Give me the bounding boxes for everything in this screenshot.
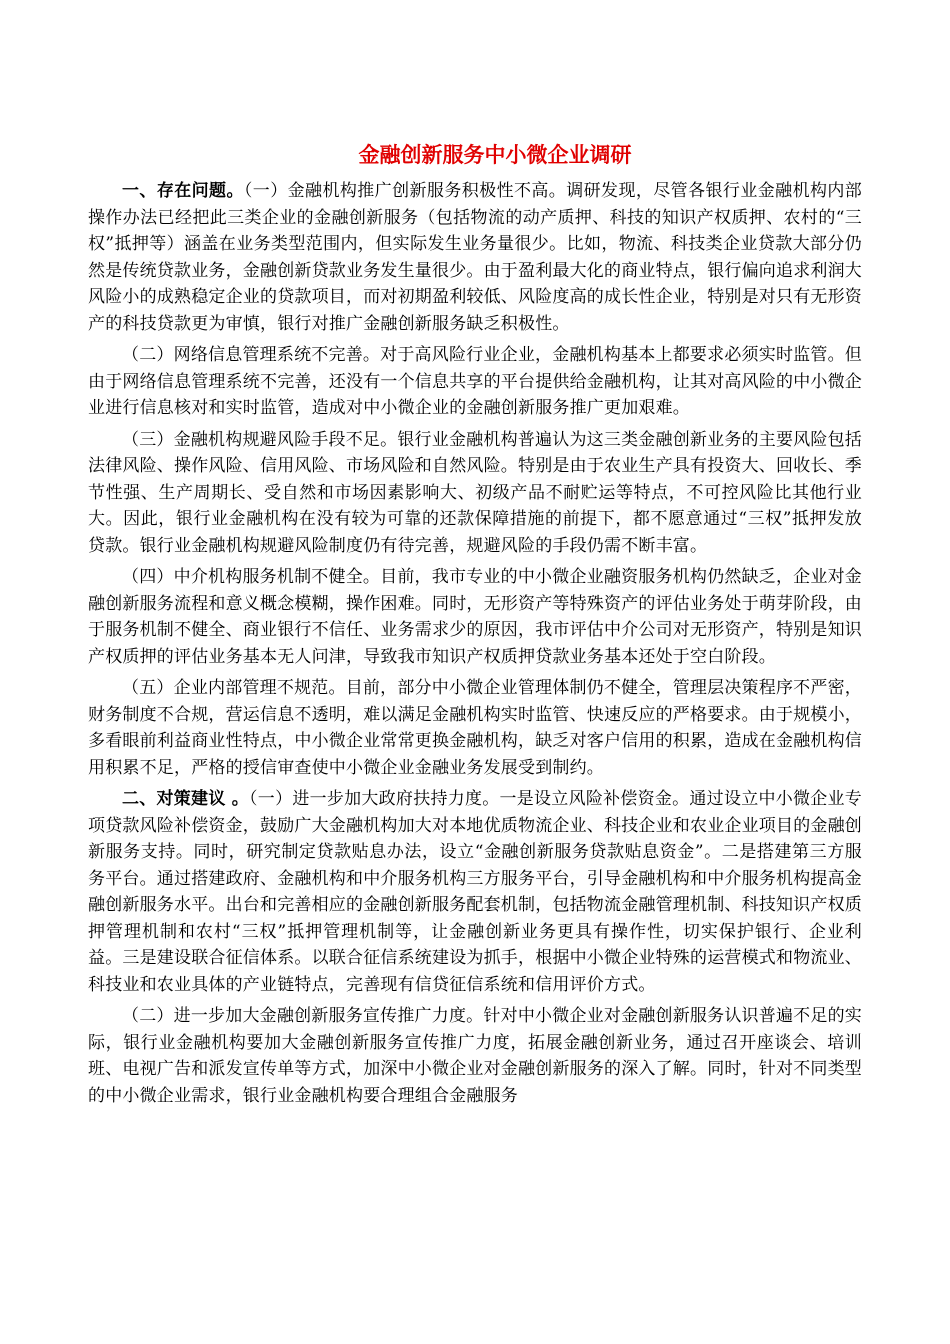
paragraph-1-1 — [88, 178, 862, 337]
paragraph-1-4: （四）中介机构服务机制不健全。目前，我市专业的中小微企业融资服务机构仍然缺乏，企业对金融创新服务流程和意义概念模糊，操作困难。同时，无形资产等特殊资产的评估业务处于萌芽阶段，由于服务机制不健全、商业银行不信任、业务需求少的原因，我市评估中介公司对无形资产，特别是知识产权质押的评估业务基本无人问津，导致我市知识产权质押贷款业务基本还处于空白阶段。 — [88, 567, 862, 667]
section-heading-problems: 一、存在问题。 — [122, 181, 244, 201]
section-heading-suggestions: 二、对策建议 。 — [122, 789, 250, 809]
paragraph-1-2: （二）网络信息管理系统不完善。对于高风险行业企业，金融机构基本上都要求必须实时监管。但由于网络信息管理系统不完善，还没有一个信息共享的平台提供给金融机构，让其对高风险的中小微企业进行信息核对和实时监管，造成对中小微企业的金融创新服务推广更加艰难。 — [88, 345, 862, 418]
paragraph-2-1 — [88, 786, 862, 998]
paragraph-text: （一）金融机构推广创新服务积极性不高。调研发现，尽管各银行业金融机构内部操作办法已经把此三类企业的金融创新服务（包括物流的动产质押、科技的知识产权质押、农村的“三权”抵押等）涵盖在业务类型范围内，但实际发生业务量很少。比如，物流、科技类企业贷款大部分仍然是传统贷款业务，金融创新贷款业务发生量很少。由于盈利最大化的商业特点，银行偏向追求利润大风险小的成熟稳定企业的贷款项目，而对初期盈利较低、风险度高的成长性企业，特别是对只有无形资产的科技贷款更为审慎，银行对推广金融创新服务缺乏积极性。 — [88, 181, 862, 334]
document-title: 金融创新服务中小微企业调研 — [358, 142, 632, 167]
document-page — [88, 140, 862, 1114]
paragraph-text: （一）进一步加大政府扶持力度。一是设立风险补偿资金。通过设立中小微企业专项贷款风险补偿资金，鼓励广大金融机构加大对本地优质物流企业、科技企业和农业企业项目的金融创新服务支持。同时，研究制定贷款贴息办法，设立“金融创新服务贷款贴息资金”。二是搭建第三方服务平台。通过搭建政府、金融机构和中介服务机构三方服务平台，引导金融机构和中介服务机构提高金融创新服务水平。出台和完善相应的金融创新服务配套机制，包括物流金融管理机制、科技知识产权质押管理机制和农村“三权”抵押管理机制等，让金融创新业务更具有操作性，切实保护银行、企业利益。三是建设联合征信体系。以联合征信系统建设为抓手，根据中小微企业特殊的运营模式和物流业、科技业和农业具体的产业链特点，完善现有信贷征信系统和信用评价方式。 — [88, 789, 862, 995]
paragraph-2-2: （二）进一步加大金融创新服务宣传推广力度。针对中小微企业对金融创新服务认识普遍不足的实际，银行业金融机构要加大金融创新服务宣传推广力度，拓展金融创新业务，通过召开座谈会、培训班、电视广告和派发宣传单等方式，加深中小微企业对金融创新服务的深入了解。同时，针对不同类型的中小微企业需求，银行业金融机构要合理组合金融服务 — [88, 1006, 862, 1106]
paragraph-1-3: （三）金融机构规避风险手段不足。银行业金融机构普遍认为这三类金融创新业务的主要风险包括法律风险、操作风险、信用风险、市场风险和自然风险。特别是由于农业生产具有投资大、回收长、季节性强、生产周期长、受自然和市场因素影响大、初级产品不耐贮运等特点，不可控风险比其他行业大。因此，银行业金融机构在没有较为可靠的还款保障措施的前提下，都不愿意通过“三权”抵押发放贷款。银行业金融机构规避风险制度仍有待完善，规避风险的手段仍需不断丰富。 — [88, 429, 862, 556]
paragraph-1-5: （五）企业内部管理不规范。目前，部分中小微企业管理体制仍不健全，管理层决策程序不严密，财务制度不合规，营运信息不透明，难以满足金融机构实时监管、快速反应的严格要求。由于规模小，多看眼前利益商业性特点，中小微企业常常更换金融机构，缺乏对客户信用的积累，造成在金融机构信用积累不足，严格的授信审查使中小微企业金融业务发展受到制约。 — [88, 678, 862, 778]
